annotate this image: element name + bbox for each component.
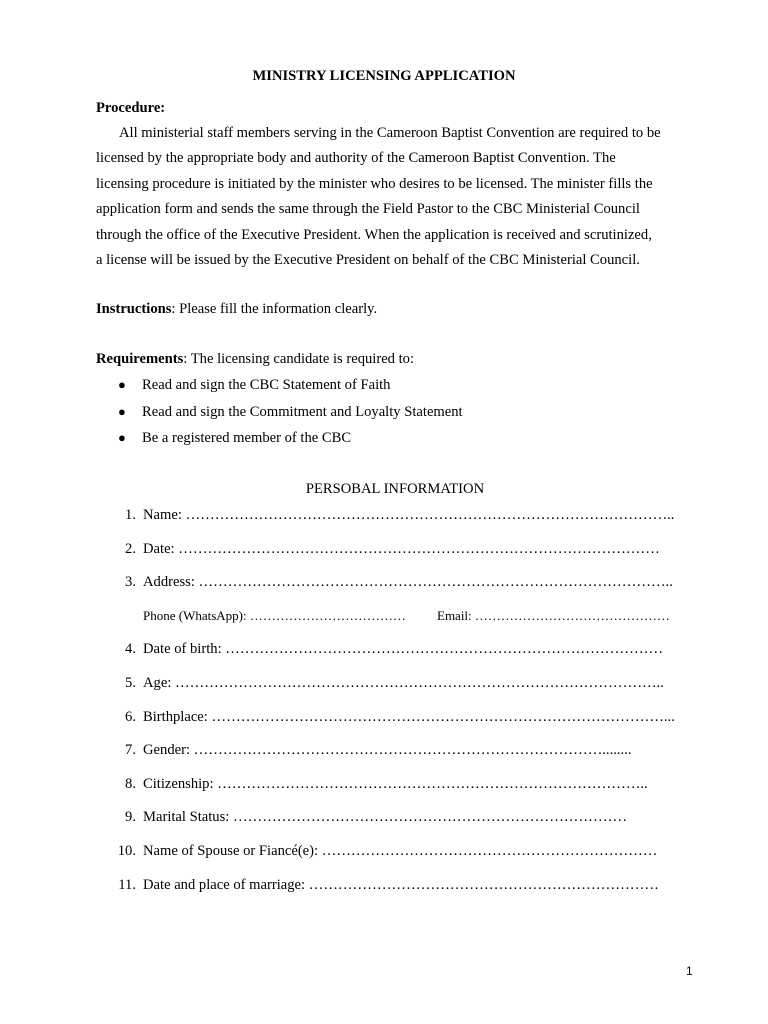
list-item [96, 375, 463, 402]
procedure-line: application form and sends the same through the Field Pastor to the CBC Ministerial Council [96, 201, 640, 218]
field-label: Age: [143, 674, 176, 691]
field-label: Date and place of marriage: [143, 876, 309, 893]
instructions-body: : Please fill the information clearly. [171, 301, 378, 317]
requirement-text: Read and sign the Commitment and Loyalty Statement [142, 403, 463, 420]
form-field-birthplace[interactable] [96, 707, 706, 741]
procedure-line: through the office of the Executive President. When the application is received and scrutinized, [96, 226, 652, 243]
form-field-age[interactable] [96, 673, 706, 707]
form-field-date[interactable] [96, 539, 706, 573]
bullet-icon: ● [118, 403, 126, 419]
field-number: 10. [117, 842, 136, 859]
procedure-line: All ministerial staff members serving in the Cameroon Baptist Convention are required to be [119, 125, 661, 141]
fill-line[interactable]: …………………………………………………………………………………….. [198, 574, 673, 591]
phone-field[interactable] [143, 606, 406, 626]
list-item [96, 428, 463, 455]
form-field-contact[interactable] [96, 606, 706, 640]
field-number: 7. [125, 742, 136, 759]
field-number: 4. [125, 641, 136, 658]
form-field-citizenship[interactable] [96, 774, 706, 808]
fill-line[interactable]: ……………………………………………………………………………………….. [185, 507, 675, 523]
requirement-text: Read and sign the CBC Statement of Faith [142, 377, 391, 393]
fill-line[interactable]: …………………………………………………………………………........ [193, 742, 632, 759]
field-label: Date of birth: [143, 641, 226, 658]
page-number: 1 [686, 964, 693, 978]
field-number: 6. [125, 708, 136, 725]
form-field-marital-status[interactable] [96, 807, 706, 841]
requirements-text [96, 351, 414, 368]
instructions-text [96, 301, 377, 318]
field-label: Citizenship: [143, 775, 218, 792]
instructions-label: Instructions [96, 301, 172, 317]
fill-line[interactable]: ……………………………………………………………………………… [225, 641, 664, 658]
field-label: Date: [143, 540, 179, 557]
field-label: Address: [143, 574, 199, 591]
form-field-date-of-birth[interactable] [96, 639, 706, 673]
fill-line[interactable]: ……………………………………………………………… [308, 876, 659, 893]
email-label: Email: [437, 607, 475, 623]
form-field-gender[interactable] [96, 740, 706, 774]
requirement-text: Be a registered member of the CBC [142, 430, 352, 446]
requirements-body: : The licensing candidate is required to: [183, 351, 415, 367]
field-label: Marital Status: [143, 809, 233, 826]
requirements-list [96, 375, 463, 455]
field-label: Gender: [143, 742, 194, 759]
email-field[interactable] [437, 606, 670, 626]
field-number: 5. [125, 674, 136, 691]
field-number: 1. [125, 507, 136, 523]
fill-line[interactable]: ……………………………………… [474, 607, 670, 623]
form-field-address[interactable] [96, 572, 706, 606]
field-number: 3. [125, 574, 136, 591]
document-title: MINISTRY LICENSING APPLICATION [252, 68, 516, 84]
phone-label: Phone (WhatsApp): [143, 607, 250, 623]
field-number: 11. [118, 876, 136, 893]
fill-line[interactable]: ……………………………… [249, 607, 406, 623]
field-number: 9. [125, 809, 136, 826]
field-number: 2. [125, 540, 136, 557]
fill-line[interactable]: ……………………………………………………………………………………….. [175, 674, 664, 691]
procedure-paragraph [96, 121, 696, 273]
field-label: Name: [143, 507, 186, 523]
procedure-line: licensed by the appropriate body and authority of the Cameroon Baptist Convention. The [96, 150, 616, 167]
procedure-line: a license will be issued by the Executive President on behalf of the CBC Ministerial Council. [96, 252, 640, 269]
fill-line[interactable]: ……………………………………………………………………………………… [178, 540, 660, 557]
procedure-line: licensing procedure is initiated by the minister who desires to be licensed. The minister fills the [96, 175, 653, 192]
bullet-icon: ● [118, 377, 126, 392]
form-field-name[interactable] [96, 505, 706, 539]
requirements-label: Requirements [96, 351, 184, 367]
procedure-heading: Procedure: [96, 100, 166, 116]
form-field-spouse-name[interactable] [96, 841, 706, 875]
field-label: Name of Spouse or Fiancé(e): [143, 842, 322, 859]
fill-line[interactable]: …………………………………………………………………………………... [211, 708, 675, 725]
fill-line[interactable]: …………………………………………………………………………….. [217, 775, 648, 792]
personal-info-form [96, 505, 706, 908]
bullet-icon: ● [118, 430, 126, 445]
form-field-marriage-date-place[interactable] [96, 875, 706, 909]
fill-line[interactable]: ……………………………………………………………………… [233, 809, 628, 826]
list-item [96, 402, 463, 429]
field-number: 8. [125, 775, 136, 792]
field-label: Birthplace: [143, 708, 212, 725]
personal-info-heading: PERSOBAL INFORMATION [305, 481, 485, 497]
fill-line[interactable]: …………………………………………………………… [321, 842, 658, 859]
